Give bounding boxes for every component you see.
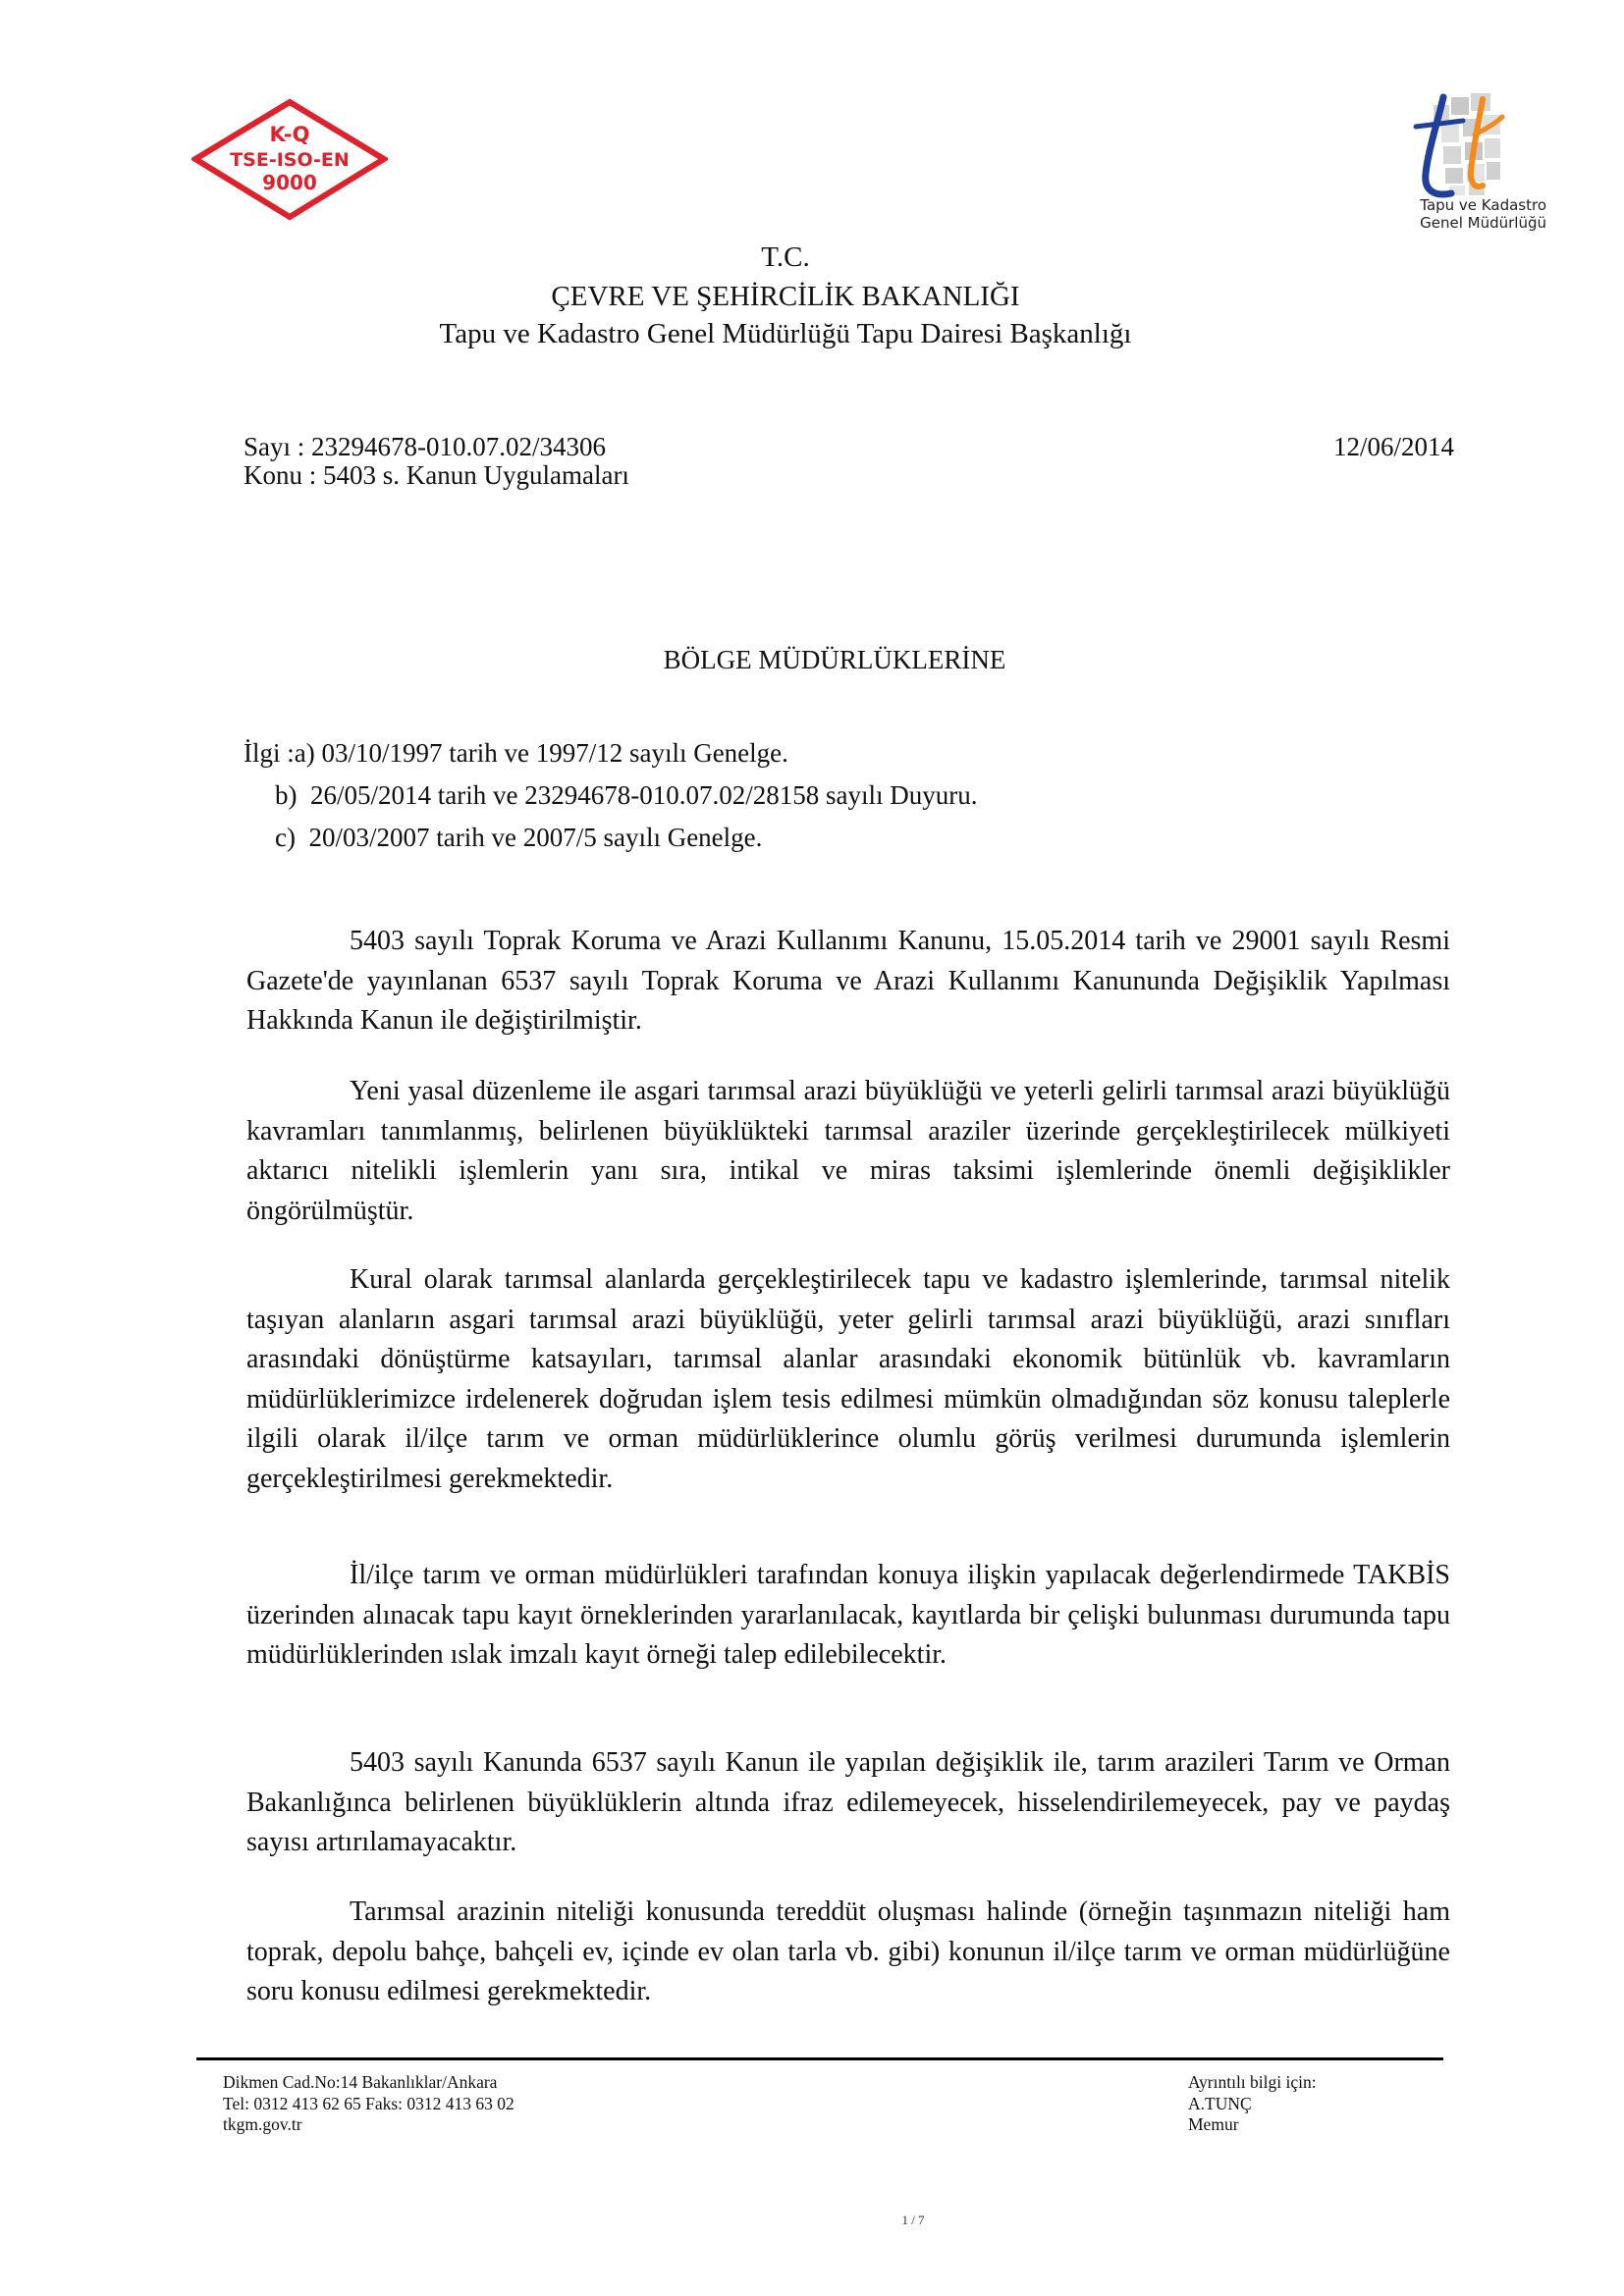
footer-contact-person <box>1188 2072 1317 2136</box>
reference-label: İlgi : <box>244 738 295 768</box>
body-paragraph-4: İl/ilçe tarım ve orman müdürlükleri tarafından konuya ilişkin yapılacak değerlendirmede TAKBİS üzerinden alınacak tapu kayıt örneklerinden yararlanılacak, kayıtlarda bir çelişki bulunması durumunda tapu müdürlüklerinden ıslak imzalı kayıt örneği talep edilebilecektir. <box>246 1560 1450 1670</box>
tse-iso-quality-logo <box>191 98 388 221</box>
addressee: BÖLGE MÜDÜRLÜKLERİNE <box>663 645 1006 674</box>
reference-text: 03/10/1997 tarih ve 1997/12 sayılı Genelge. <box>321 738 788 768</box>
header-department: Tapu ve Kadastro Genel Müdürlüğü Tapu Dairesi Başkanlığı <box>439 318 1132 349</box>
body-paragraph-3: Kural olarak tarımsal alanlarda gerçekleştirilecek tapu ve kadastro işlemlerinde, tarımsal nitelik taşıyan alanların asgari tarımsal arazi büyüklüğü, yeter gelirli tarımsal arazi büyüklüğü, arazi sınıfları arasındaki dönüştürme katsayıları, tarımsal alanlar arasındaki ekonomik bütünlük vb. kavramların müdürlüklerimizce irdelenerek doğrudan işlem tesis edilmesi mümkün olmadığından söz konusu taleplerle ilgili olarak il/ilçe tarım ve orman müdürlüklerince olumlu görüş verilmesi durumunda işlemlerin gerçekleştirilmesi gerekmektedir. <box>246 1264 1450 1494</box>
header-ministry: ÇEVRE VE ŞEHİRCİLİK BAKANLIĞI <box>551 281 1020 312</box>
reference-b <box>275 780 977 811</box>
page-number: 1 / 7 <box>901 2213 925 2227</box>
footer-contact-name: A.TUNÇ <box>1188 2093 1252 2113</box>
footer-contact-info <box>223 2072 514 2136</box>
tkgm-logo-caption <box>1380 196 1546 232</box>
reference-marker: c) <box>275 823 296 852</box>
footer-contact-label: Ayrıntılı bilgi için: <box>1188 2072 1317 2092</box>
reference-text: 26/05/2014 tarih ve 23294678-010.07.02/28158 sayılı Duyuru. <box>310 780 978 810</box>
document-number: Sayı : 23294678-010.07.02/34306 <box>244 432 606 461</box>
reference-marker: a) <box>294 738 315 768</box>
footer-address: Dikmen Cad.No:14 Bakanlıklar/Ankara <box>223 2072 498 2092</box>
footer-website-link[interactable]: tkgm.gov.tr <box>223 2114 302 2134</box>
footer-divider <box>196 2057 1443 2060</box>
reference-a <box>244 738 788 769</box>
logo-line-9000: 9000 <box>262 171 317 194</box>
body-paragraph-6: Tarımsal arazinin niteliği konusunda tereddüt oluşması halinde (örneğin taşınmazın niteliği ham toprak, depolu bahçe, bahçeli ev, içinde ev olan tarla vb. gibi) konunun il/ilçe tarım ve orman müdürlüğüne soru konusu edilmesi gerekmektedir. <box>246 1896 1450 2006</box>
logo-caption-line2: Genel Müdürlüğü <box>1420 214 1546 232</box>
reference-c <box>275 823 762 853</box>
body-paragraph-1: 5403 sayılı Toprak Koruma ve Arazi Kullanımı Kanunu, 15.05.2014 tarih ve 29001 sayılı Resmi Gazete'de yayınlanan 6537 sayılı Toprak Koruma ve Arazi Kullanımı Kanununda Değişiklik Yapılması Hakkında Kanun ile değiştirilmiştir. <box>246 926 1450 1036</box>
body-paragraph-2: Yeni yasal düzenleme ile asgari tarımsal arazi büyüklüğü ve yeterli gelirli tarımsal arazi büyüklüğü kavramları tanımlanmış, belirlenen büyüklükteki tarımsal araziler üzerinde gerçekleştirilecek mülkiyeti aktarıcı nitelikli işlemlerin yanı sıra, intikal ve miras taksimi işlemlerinde önemli değişiklikler öngörülmüştür. <box>246 1076 1450 1226</box>
footer-phone: Tel: 0312 413 62 65 Faks: 0312 413 63 02 <box>223 2093 514 2113</box>
document-subject: Konu : 5403 s. Kanun Uygulamaları <box>244 460 629 490</box>
logo-line-tse: TSE-ISO-EN <box>230 149 350 171</box>
reference-text: 20/03/2007 tarih ve 2007/5 sayılı Genelge. <box>308 823 763 852</box>
body-paragraph-5: 5403 sayılı Kanunda 6537 sayılı Kanun ile yapılan değişiklik ile, tarım arazileri Tarım ve Orman Bakanlığınca belirlenen büyüklüklerin altında ifraz edilemeyecek, hisselendirilemeyecek, pay ve paydaş sayısı artırılamayacaktır. <box>246 1747 1450 1857</box>
document-date: 12/06/2014 <box>1333 432 1455 461</box>
reference-marker: b) <box>275 780 298 810</box>
header-tc: T.C. <box>761 241 810 273</box>
logo-line-kq: K-Q <box>269 123 310 146</box>
logo-caption-line1: Tapu ve Kadastro <box>1420 196 1546 214</box>
footer-contact-title: Memur <box>1188 2114 1239 2134</box>
